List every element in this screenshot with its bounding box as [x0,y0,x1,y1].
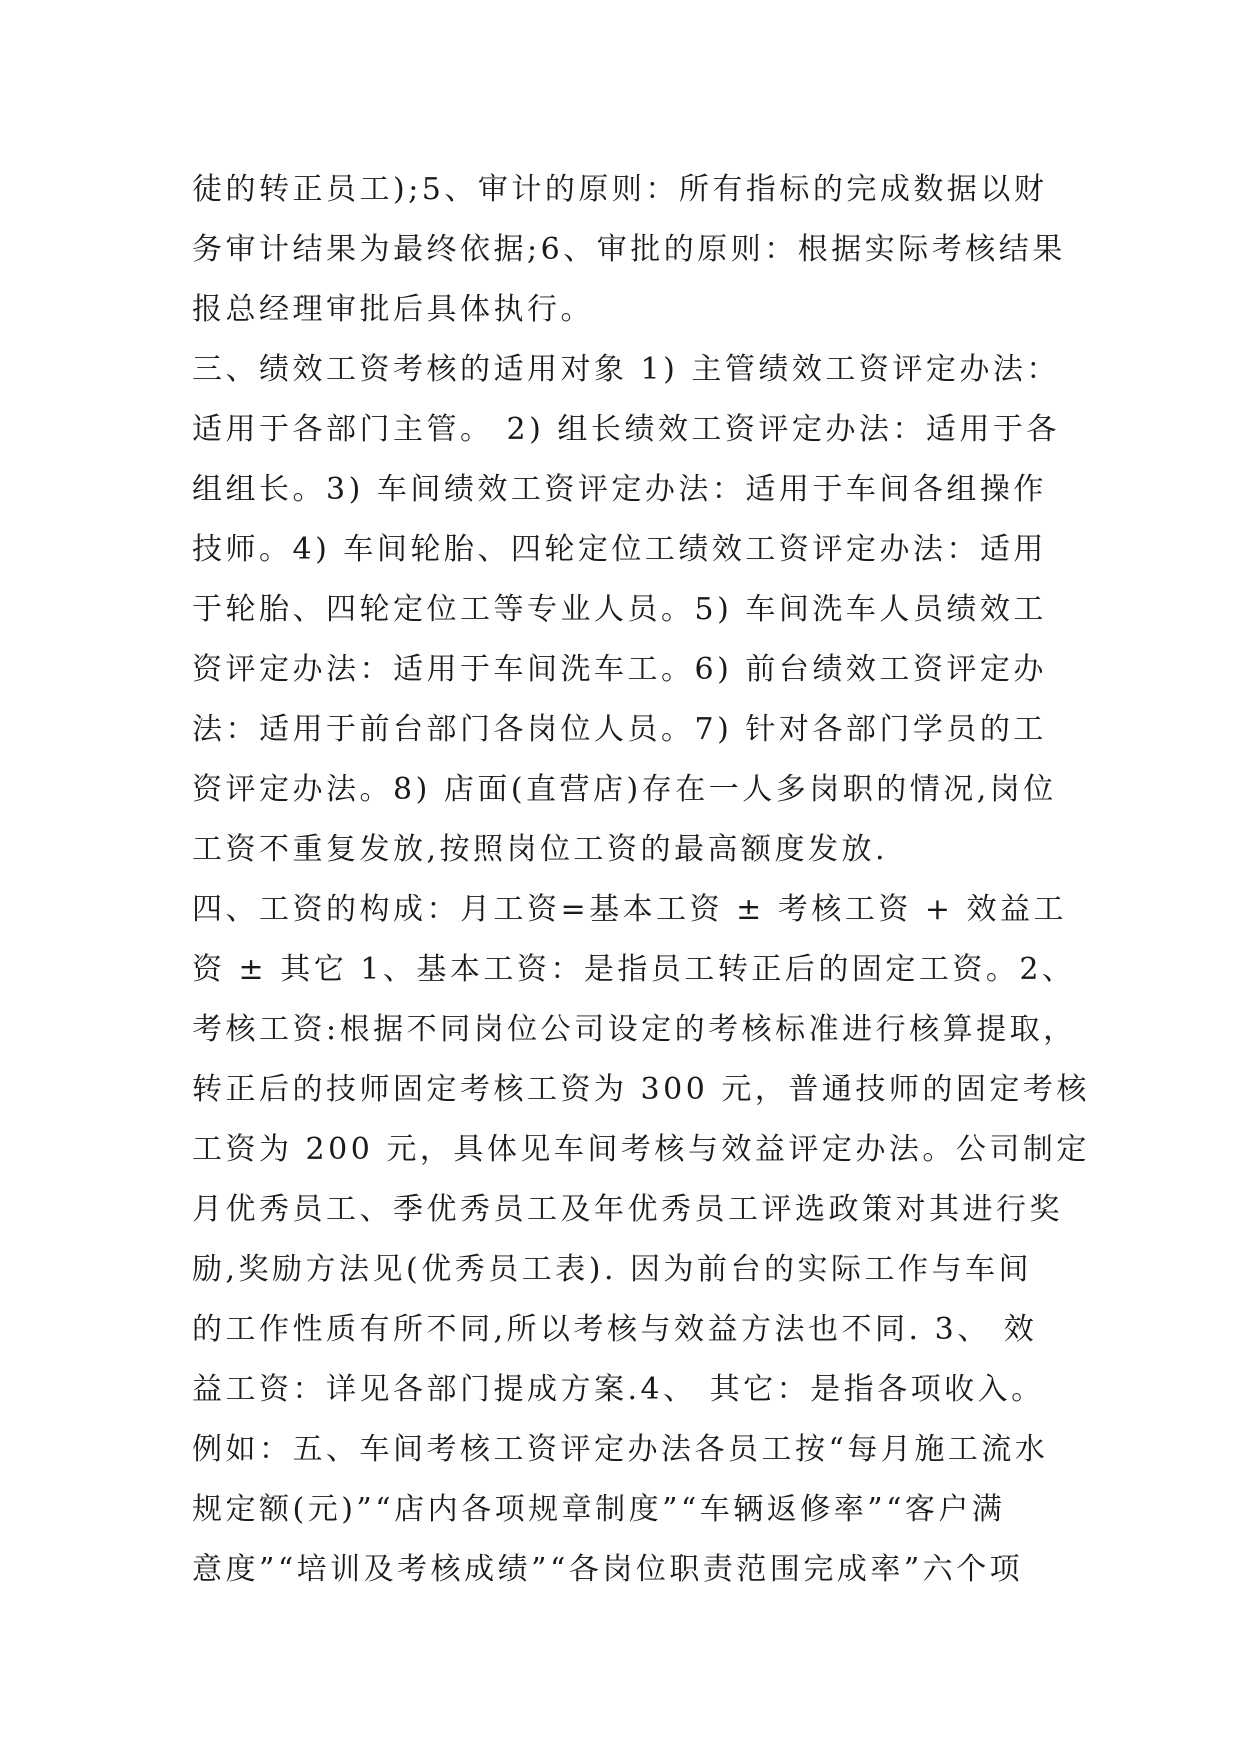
text-line: 务审计结果为最终依据;6、审批的原则：根据实际考核结果 [192,232,1066,267]
text-line: 月优秀员工、季优秀员工及年优秀员工评选政策对其进行奖 [192,1192,1063,1227]
text-line: 三、绩效工资考核的适用对象 1) 主管绩效工资评定办法： [192,352,1060,387]
text-line: 适用于各部门主管。 2) 组长绩效工资评定办法：适用于各 [192,412,1060,447]
text-line: 法：适用于前台部门各岗位人员。7) 针对各部门学员的工 [192,712,1047,747]
text-line: 工资为 200 元，具体见车间考核与效益评定办法。公司制定 [192,1132,1090,1167]
paragraph-section-4 [192,880,1090,1420]
document-body [192,160,1090,1600]
text-line: 工资不重复发放,按照岗位工资的最高额度发放. [192,832,889,867]
text-line: 报总经理审批后具体执行。 [192,292,594,327]
paragraph-section-5 [192,1420,1072,1600]
text-line: 组组长。3) 车间绩效工资评定办法：适用于车间各组操作 [192,472,1047,507]
text-line: 资 ± 其它 1、基本工资：是指员工转正后的固定工资。2、 [192,952,1076,987]
text-line: 于轮胎、四轮定位工等专业人员。5) 车间洗车人员绩效工 [192,592,1047,627]
text-line: 规定额(元)”“店内各项规章制度”“车辆返修率”“客户满 [192,1492,1006,1527]
text-line: 转正后的技师固定考核工资为 300 元，普通技师的固定考核 [192,1072,1090,1107]
text-line: 四、工资的构成：月工资=基本工资 ± 考核工资 + 效益工 [192,892,1068,927]
text-line: 益工资：详见各部门提成方案.4、 其它：是指各项收入。 [192,1372,1045,1407]
paragraph-principles-continued [192,160,1072,340]
paragraph-section-3 [192,340,1072,880]
text-line: 技师。4) 车间轮胎、四轮定位工绩效工资评定办法：适用 [192,532,1047,567]
text-line: 资评定办法：适用于车间洗车工。6) 前台绩效工资评定办 [192,652,1047,687]
text-line: 考核工资:根据不同岗位公司设定的考核标准进行核算提取， [192,1012,1077,1047]
text-line: 意度”“培训及考核成绩”“各岗位职责范围完成率”六个项 [192,1552,1024,1587]
text-line: 例如：五、车间考核工资评定办法各员工按“每月施工流水 [192,1432,1049,1467]
text-line: 励,奖励方法见(优秀员工表). 因为前台的实际工作与车间 [192,1252,1033,1287]
text-line: 的工作性质有所不同,所以考核与效益方法也不同. 3、 效 [192,1312,1038,1347]
text-line: 资评定办法。8) 店面(直营店)存在一人多岗职的情况,岗位 [192,772,1057,807]
text-line: 徒的转正员工);5、审计的原则：所有指标的完成数据以财 [192,172,1048,207]
